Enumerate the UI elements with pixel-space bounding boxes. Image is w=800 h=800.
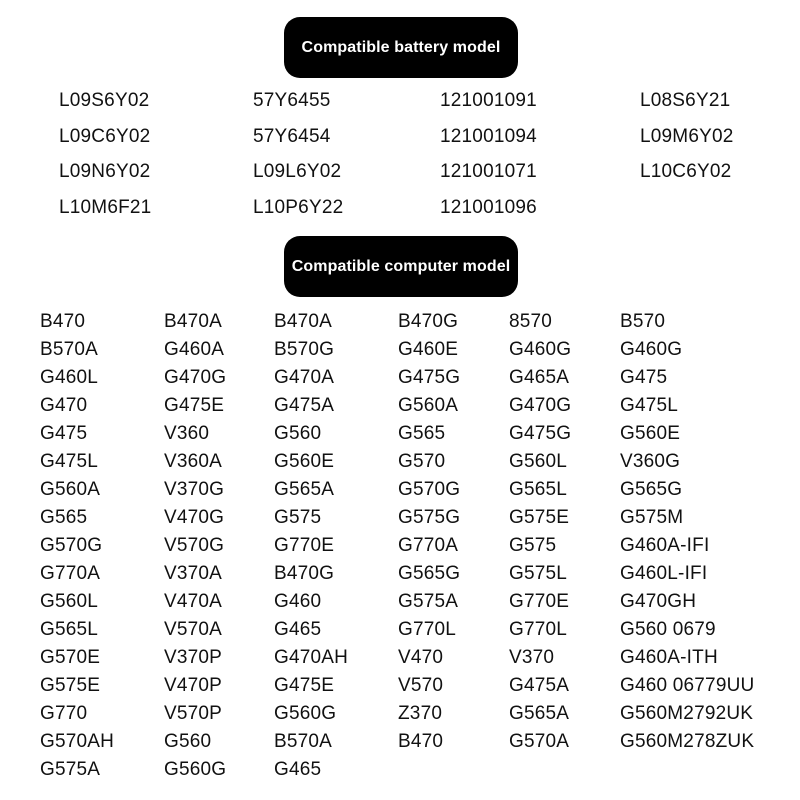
computer-model-item: G470 <box>40 395 88 416</box>
computer-model-item: B470 <box>398 731 444 752</box>
computer-model-item: Z370 <box>398 703 443 724</box>
computer-model-heading: Compatible computer model <box>284 236 518 297</box>
computer-model-item: G475 <box>40 423 88 444</box>
battery-model-heading: Compatible battery model <box>284 17 518 78</box>
computer-model-item: G465 <box>274 619 322 640</box>
computer-model-item: G475 <box>620 367 668 388</box>
computer-model-item: G565 <box>398 423 446 444</box>
computer-model-item: G560M278ZUK <box>620 731 755 752</box>
computer-model-item: B570A <box>274 731 333 752</box>
computer-model-item: B570G <box>274 339 335 360</box>
computer-model-item: G475A <box>509 675 570 696</box>
computer-model-item: G460L <box>40 367 99 388</box>
battery-model-item: L09C6Y02 <box>59 125 151 147</box>
computer-model-item: V570A <box>164 619 223 640</box>
computer-model-item: G575A <box>40 759 101 780</box>
computer-model-item: G570A <box>509 731 570 752</box>
battery-model-item: L10M6F21 <box>59 196 152 218</box>
computer-model-item: G565 <box>40 507 88 528</box>
computer-model-item: G460L-IFI <box>620 563 708 584</box>
computer-model-item: G565A <box>509 703 570 724</box>
computer-model-item: G770E <box>274 535 335 556</box>
battery-model-item: 121001094 <box>440 125 537 147</box>
battery-model-item: 57Y6454 <box>253 125 331 147</box>
battery-model-item: L09M6Y02 <box>640 125 734 147</box>
battery-model-item: L09L6Y02 <box>253 161 342 182</box>
computer-model-item: G460G <box>509 339 572 360</box>
computer-model-item: G575E <box>40 675 101 696</box>
computer-model-item: G565L <box>40 619 99 640</box>
computer-model-item: G475G <box>509 423 572 444</box>
computer-model-item: G460E <box>398 339 459 360</box>
computer-model-item: G770A <box>398 535 459 556</box>
computer-model-item: G475E <box>164 395 225 416</box>
computer-model-item: G475E <box>274 675 335 696</box>
computer-model-item: V370P <box>164 647 223 668</box>
computer-model-item: V570 <box>398 675 444 696</box>
computer-model-item: B470 <box>40 311 86 332</box>
computer-model-item: V470 <box>398 647 444 668</box>
computer-model-item: G575A <box>398 591 459 612</box>
computer-model-item: G770E <box>509 591 570 612</box>
battery-model-item: 121001091 <box>440 90 537 111</box>
computer-model-item: V570P <box>164 703 223 724</box>
battery-model-item: L09S6Y02 <box>59 90 150 111</box>
computer-model-item: G475A <box>274 395 335 416</box>
computer-model-item: G770A <box>40 563 101 584</box>
computer-model-item: G470A <box>274 367 335 388</box>
battery-model-item: L10P6Y22 <box>253 196 344 218</box>
computer-model-item: G770L <box>509 619 568 640</box>
computer-model-item: V370G <box>164 479 225 500</box>
computer-model-item: G460 <box>274 591 322 612</box>
computer-model-item: G470G <box>509 395 572 416</box>
computer-model-item: V470A <box>164 591 223 612</box>
computer-model-item: G560A <box>40 479 101 500</box>
computer-model-item: G460A <box>164 339 225 360</box>
computer-model-item: G570AH <box>40 731 115 752</box>
computer-model-item: G560G <box>164 759 227 780</box>
computer-model-item: G470G <box>164 367 227 388</box>
computer-model-item: G570 <box>398 451 446 472</box>
computer-model-item: G560M2792UK <box>620 703 754 724</box>
computer-model-item: B570 <box>620 311 666 332</box>
computer-model-item: B470A <box>164 311 223 332</box>
computer-model-item: V370 <box>509 647 555 668</box>
computer-model-item: G470GH <box>620 591 697 612</box>
computer-model-item: G465 <box>274 759 322 780</box>
computer-model-item: G470AH <box>274 647 349 668</box>
computer-model-item: G565G <box>398 563 461 584</box>
computer-model-item: G560E <box>274 451 335 472</box>
battery-model-item: L08S6Y21 <box>640 90 731 111</box>
computer-model-item: 8570 <box>509 311 553 332</box>
computer-model-item: B470G <box>398 311 459 332</box>
battery-model-item: 57Y6455 <box>253 90 331 111</box>
computer-model-item: G570G <box>40 535 103 556</box>
computer-model-item: V360A <box>164 451 223 472</box>
battery-model-item: L09N6Y02 <box>59 161 151 182</box>
computer-model-item: G460 06779UU <box>620 675 755 696</box>
computer-model-item: G560L <box>509 451 568 472</box>
computer-model-item: B570A <box>40 339 99 360</box>
computer-model-item: B470A <box>274 311 333 332</box>
computer-model-item: G460A-ITH <box>620 647 718 668</box>
computer-model-item: G565A <box>274 479 335 500</box>
computer-model-item: G575G <box>398 507 461 528</box>
computer-model-item: G565G <box>620 479 683 500</box>
computer-model-item: G575L <box>509 563 568 584</box>
computer-model-item: G560 0679 <box>620 619 716 640</box>
computer-model-item: G575M <box>620 507 684 528</box>
computer-model-item: G570E <box>40 647 101 668</box>
computer-model-item: V370A <box>164 563 223 584</box>
computer-model-item: G770L <box>398 619 457 640</box>
battery-model-item: L10C6Y02 <box>640 161 732 182</box>
computer-model-item: G560 <box>164 731 212 752</box>
computer-model-item: G575 <box>274 507 322 528</box>
computer-model-item: V470P <box>164 675 223 696</box>
computer-model-item: G475L <box>40 451 99 472</box>
computer-model-item: V360G <box>620 451 681 472</box>
computer-model-item: G565L <box>509 479 568 500</box>
computer-model-item: G475G <box>398 367 461 388</box>
computer-model-item: V570G <box>164 535 225 556</box>
computer-model-item: G560A <box>398 395 459 416</box>
computer-model-item: G460G <box>620 339 683 360</box>
computer-model-item: G570G <box>398 479 461 500</box>
computer-model-item: G560G <box>274 703 337 724</box>
computer-model-item: B470G <box>274 563 335 584</box>
computer-model-item: G575 <box>509 535 557 556</box>
computer-model-item: V470G <box>164 507 225 528</box>
computer-model-item: G560E <box>620 423 681 444</box>
battery-model-item: 121001071 <box>440 161 537 182</box>
computer-model-item: G475L <box>620 395 679 416</box>
computer-model-item: G460A-IFI <box>620 535 710 556</box>
computer-model-item: G560 <box>274 423 322 444</box>
computer-model-item: G770 <box>40 703 88 724</box>
computer-model-item: G560L <box>40 591 99 612</box>
battery-model-item: 121001096 <box>440 196 537 218</box>
computer-model-item: G465A <box>509 367 570 388</box>
computer-model-item: V360 <box>164 423 210 444</box>
computer-model-item: G575E <box>509 507 570 528</box>
